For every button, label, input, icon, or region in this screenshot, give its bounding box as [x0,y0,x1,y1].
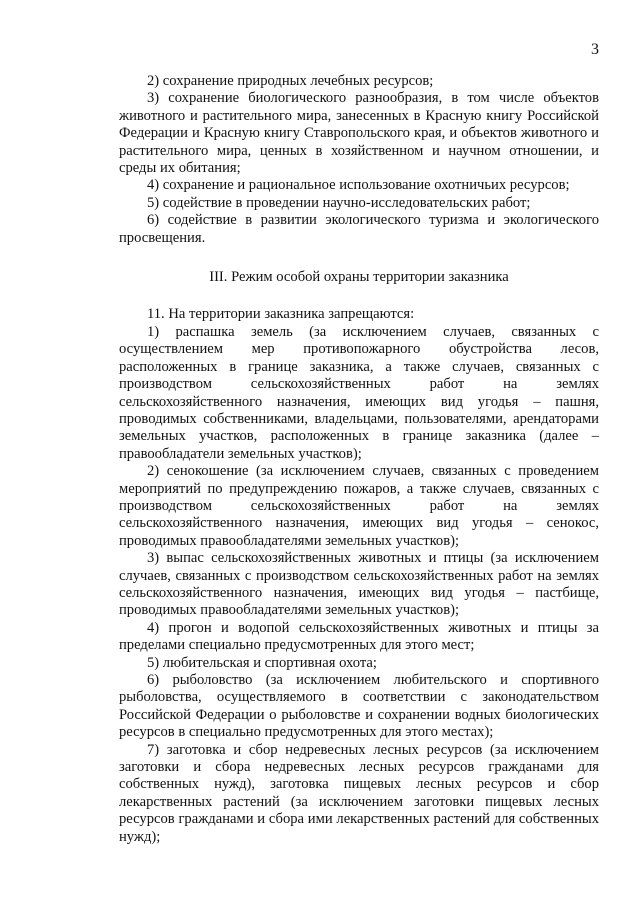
clause-11-intro: 11. На территории заказника запрещаются: [147,306,415,323]
section-heading: III. Режим особой охраны территории заказника [209,269,509,286]
list-item-3-biodiversity: 3) сохранение биологического разнообразия, в том числе объектов животного и растительного мира, занесенных в Красную книгу Российской Федерации и Красную книгу Ставропольского края, и объектов животного и растительного мира, ценных в хозяйственном и научном отношении, и среды их обитания; [119,90,599,177]
list-item-6-eco-tourism: 6) содействие в развитии экологического туризма и экологического просвещения. [119,212,599,246]
prohibition-item-6-fishing: 6) рыболовство (за исключением любительского и спортивного рыболовства, осуществляемого в соответствии с законодательством Российской Федерации о рыболовстве и сохранении водных биологических ресурсов в специально предусмотренных для этого местах); [119,672,599,741]
prohibition-item-2-haymaking: 2) сенокошение (за исключением случаев, связанных с проведением мероприятий по предупреждению пожаров, а также случаев, связанных с производством сельскохозяйственных работ на землях сельскохозяйственного назначения, имеющих вид угодья – сенокос, проводимых правообладателями земельных участков); [119,463,599,549]
prohibition-item-3-grazing: 3) выпас сельскохозяйственных животных и птицы (за исключением случаев, связанных с производством сельскохозяйственных работ на землях сельскохозяйственного назначения, имеющих вид угодья – пастбище, проводимых правообладателями земельных участков); [119,550,599,619]
list-item-4-hunting-resources: 4) сохранение и рациональное использование охотничьих ресурсов; [147,177,570,194]
page-number: 3 [591,41,599,58]
prohibition-item-4-driving-livestock: 4) прогон и водопой сельскохозяйственных животных и птицы за пределами специально предусмотренных для этого мест; [119,619,599,654]
document-body [119,73,599,846]
list-item-5-research: 5) содействие в проведении научно-исследовательских работ; [147,194,531,211]
prohibition-item-7-forest-resources: 7) заготовка и сбор недревесных лесных ресурсов (за исключением заготовки и сбора недревесных лесных ресурсов гражданами для собственных нужд), заготовка пищевых лесных ресурсов и сбор лекарственных растений (за исключением заготовки пищевых лесных ресурсов гражданами и сбора ими лекарственных растений для собственных нужд); [119,741,599,845]
prohibition-item-1-plowing: 1) распашка земель (за исключением случаев, связанных с осуществлением мер противопожарного обустройства лесов, расположенных в границе заказника, а также случаев, связанных с производством сельскохозяйственных работ на землях сельскохозяйственного назначения, имеющих вид угодья – пашня, проводимых собственниками, владельцами, пользователями, арендаторами земельных участков, расположенных в границе заказника (далее – правообладатели земельных участков); [119,323,599,462]
list-item-2-natural-resources: 2) сохранение природных лечебных ресурсов; [147,73,434,89]
prohibition-item-5-hunting: 5) любительская и спортивная охота; [147,654,377,671]
